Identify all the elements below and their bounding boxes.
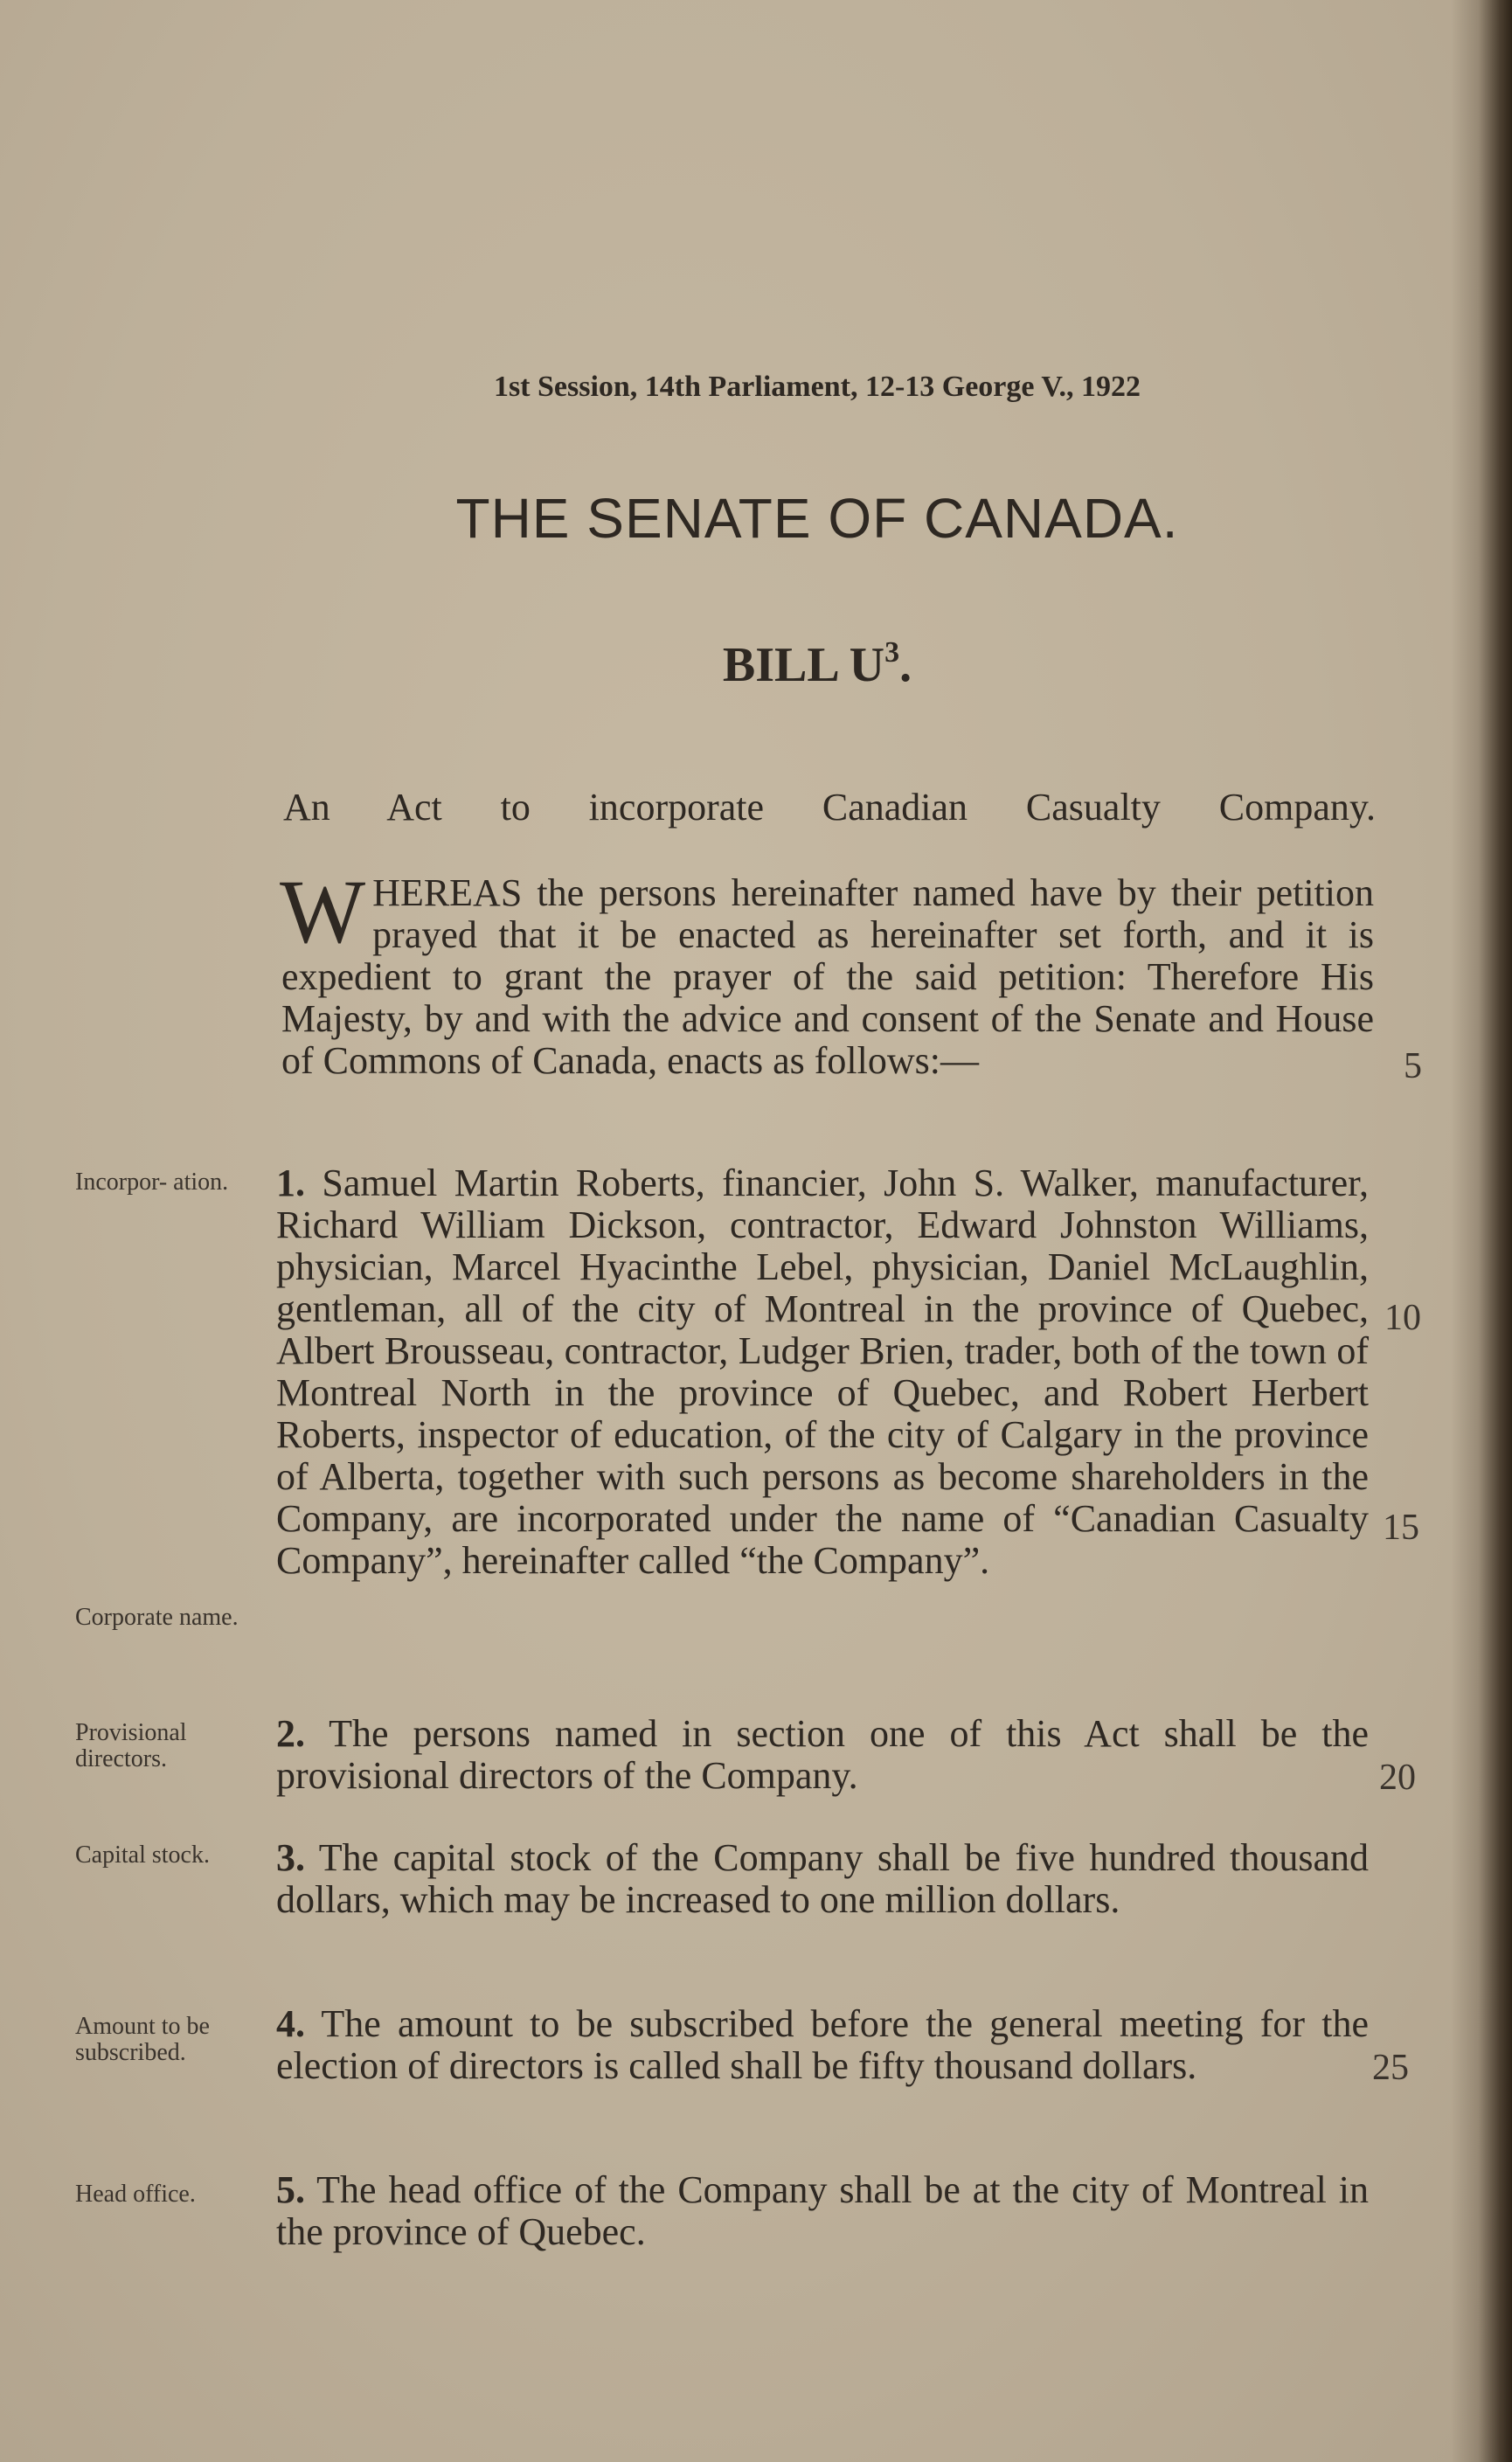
section-text: Samuel Martin Roberts, financier, John S. Walker, manufacturer, Richard William Dickson, contractor, Edward Johnston Williams, physician, Marcel Hyacinthe Lebel, physician, Daniel McLaughlin, gentleman, all of the city of Montreal in the province of Quebec, Albert Brousseau, contractor, Ludger Brien, trader, both of the town of Montreal North in the province of Quebec, and Robert Herbert Roberts, inspector of education, of the city of Calgary in the province of Alberta, together with such persons as become shareholders in the Company, are incorporated under the name of “Canadian Casualty Company”, hereinafter called “the Company”. — [276, 1162, 1369, 1582]
margin-note-provisional-directors: Provisional directors. — [75, 1719, 187, 1772]
institution-heading: THE SENATE OF CANADA. — [455, 487, 1179, 550]
line-number: 10 — [1384, 1298, 1421, 1338]
section-text: The head office of the Company shall be at the city of Montreal in the province of Quebec. — [276, 2168, 1369, 2253]
section-3 — [276, 1837, 1369, 1921]
margin-note-incorporation: Incorpor- ation. — [75, 1169, 229, 1196]
margin-note-head-office: Head office. — [75, 2181, 196, 2208]
margin-note-amount-subscribed: Amount to be subscribed. — [75, 2013, 210, 2066]
section-number: 5. — [276, 2168, 305, 2211]
margin-note-capital-stock: Capital stock. — [75, 1841, 210, 1869]
line-number: 20 — [1379, 1758, 1416, 1798]
act-title: An Act to incorporate Canadian Casualty Company. — [283, 786, 1376, 829]
preamble-dropcap: W — [280, 862, 366, 962]
preamble-text: HEREAS the persons hereinafter named have by their petition prayed that it be enacted as hereinafter set forth, and it is expedient to grant the prayer of the said petition: Therefore His Majesty, by and with the advice and consent of the Senate and House of Commons of Canada, enacts as follows:— — [281, 871, 1374, 1082]
bill-prefix: BILL U — [722, 638, 885, 692]
line-number: 5 — [1404, 1046, 1422, 1086]
bill-number — [0, 636, 1512, 693]
bill-suffix: . — [899, 638, 912, 692]
section-5 — [276, 2169, 1369, 2253]
section-number: 4. — [276, 2002, 305, 2045]
section-1 — [276, 1162, 1369, 1582]
section-text: The amount to be subscribed before the general meeting for the election of directors is called shall be fifty thousand dollars. — [276, 2002, 1369, 2087]
page-edge-shadow — [1451, 0, 1512, 2462]
section-text: The capital stock of the Company shall be five hundred thousand dollars, which may be increased to one million dollars. — [276, 1836, 1369, 1921]
session-line: 1st Session, 14th Parliament, 12-13 George V., 1922 — [493, 371, 1141, 403]
section-text: The persons named in section one of this Act shall be the provisional directors of the Company. — [276, 1712, 1369, 1797]
section-4 — [276, 2003, 1369, 2087]
section-number: 2. — [276, 1712, 305, 1755]
margin-note-corporate-name: Corporate name. — [75, 1604, 239, 1631]
section-2 — [276, 1713, 1369, 1797]
line-number: 25 — [1372, 2048, 1409, 2088]
section-number: 1. — [276, 1162, 305, 1204]
bill-superscript: 3 — [884, 636, 900, 669]
preamble — [280, 862, 1374, 1082]
line-number: 15 — [1383, 1508, 1419, 1548]
section-number: 3. — [276, 1836, 305, 1879]
